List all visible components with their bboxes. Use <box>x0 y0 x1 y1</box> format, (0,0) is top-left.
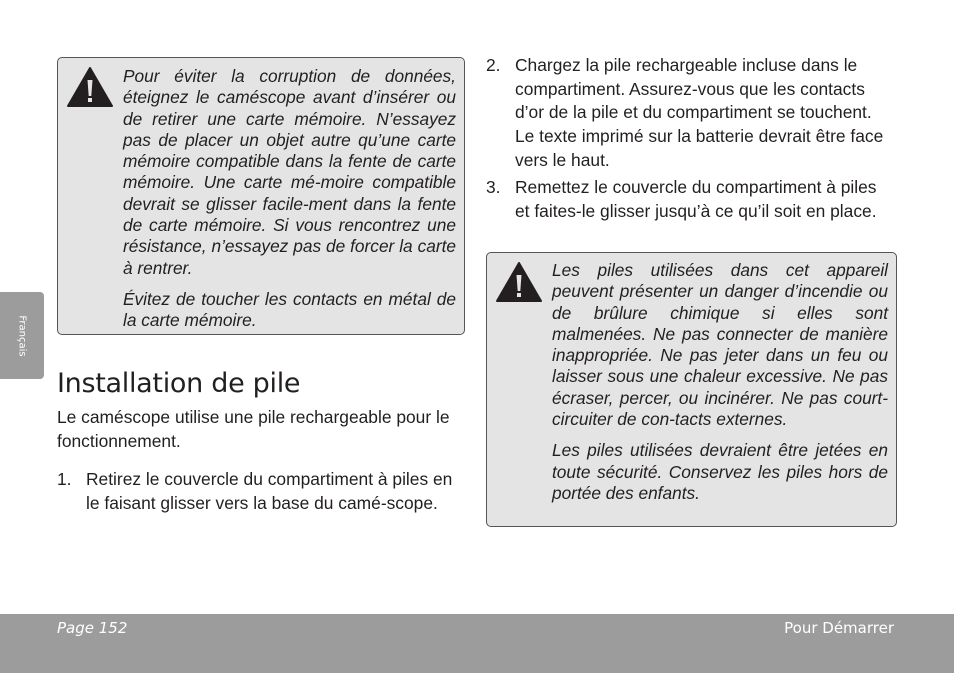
step-text: Chargez la pile rechargeable incluse dans le compartiment. Assurez-vous que les contacts d’or de la pile et du compartiment se touchent. Le texte imprimé sur la batterie devrait être face vers le haut. <box>515 55 884 170</box>
language-tab-label: Français <box>16 314 28 357</box>
warning-paragraph: Évitez de toucher les contacts en métal de la carte mémoire. <box>123 288 456 331</box>
intro-paragraph: Le caméscope utilise une pile rechargeable pour le fonctionnement. <box>57 407 450 451</box>
step-number: 2. <box>486 55 501 75</box>
step-number: 1. <box>57 469 72 489</box>
footer-section-title: Pour Démarrer <box>784 619 894 637</box>
memory-card-warning-box <box>57 57 465 335</box>
warning-paragraph: Les piles utilisées devraient être jetées en toute sécurité. Conservez les piles hors de portée des enfants. <box>552 440 888 503</box>
page-number: Page 152 <box>57 619 128 637</box>
step-text: Remettez le couvercle du compartiment à piles et faites-le glisser jusqu’à ce qu’il soit en place. <box>515 177 877 221</box>
warning-paragraph: Pour éviter la corruption de données, éteignez le caméscope avant d’insérer ou de retirer une carte mémoire. N’essayez pas de placer un objet autre qu’une carte mémoire compatible dans la fente de carte mémoire. Une carte mé-moire compatible devrait se glisser facile-ment dans la fente de carte mémoire. Si vous rencontrez une résistance, n’essayez pas de forcer la carte à rentrer. <box>123 66 456 278</box>
warning-icon <box>66 66 114 108</box>
warning-paragraph: Les piles utilisées dans cet appareil peuvent présenter un danger d’incendie ou de brûlure chimique si elles sont malmenées. Ne pas connecter de manière inappropriée. Ne pas jeter dans un feu ou laisser sous une chaleur excessive. Ne pas écraser, percer, ou incinérer. Ne pas court-circuiter de con-tacts externes. <box>552 260 888 430</box>
warning-text <box>552 260 888 504</box>
language-tab <box>0 292 44 379</box>
step-number: 3. <box>486 177 501 197</box>
battery-warning-box <box>486 252 897 527</box>
warning-text <box>123 66 456 332</box>
section-heading: Installation de pile <box>57 368 301 399</box>
warning-icon <box>495 261 543 303</box>
page-footer <box>0 614 954 673</box>
step-text: Retirez le couvercle du compartiment à piles en le faisant glisser vers la base du camé-scope. <box>86 469 453 513</box>
